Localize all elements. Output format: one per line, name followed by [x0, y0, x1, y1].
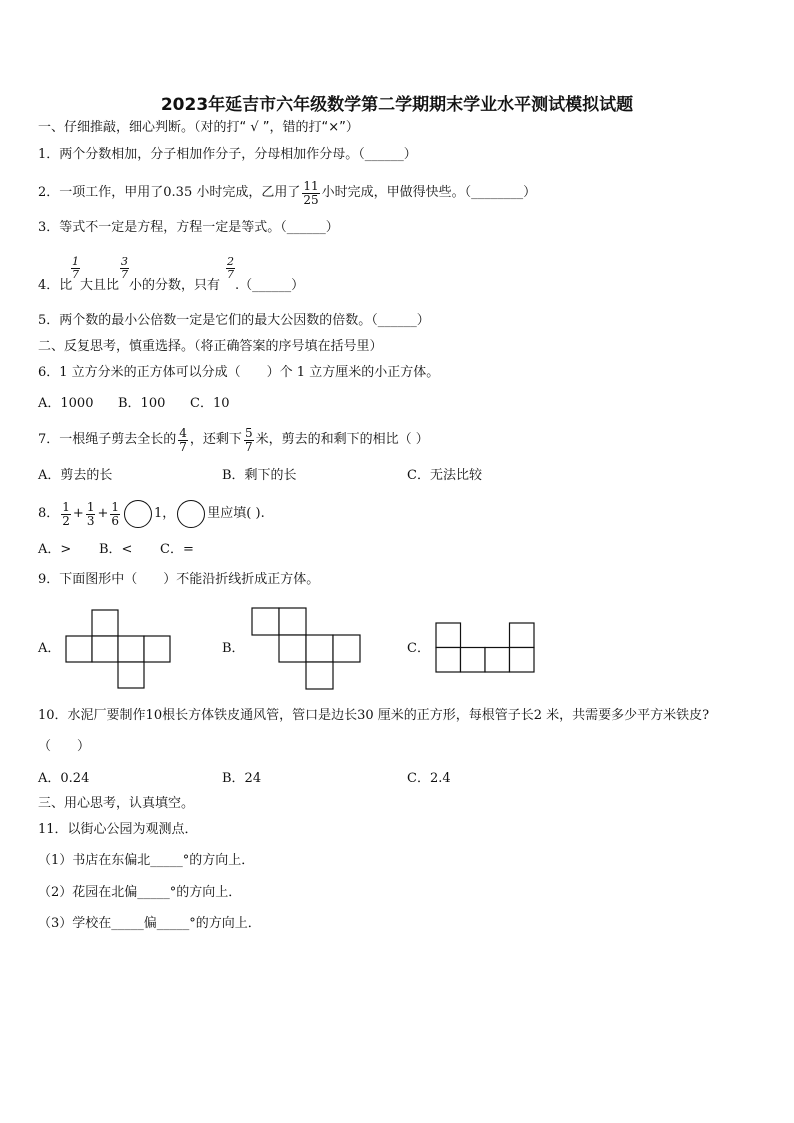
question-6-option-b: B．100: [118, 396, 166, 411]
question-7-text-c: 米，剪去的和剩下的相比（ ）: [255, 432, 429, 447]
question-7: [38, 421, 429, 459]
cube-net-c-icon: [436, 623, 536, 673]
question-4-fraction-1: [71, 256, 80, 281]
question-8-one: 1，: [154, 506, 176, 521]
comparison-circle-icon: [124, 500, 152, 528]
question-10: 10．水泥厂要制作10根长方体铁皮通风管，管口是边长30 厘米的正方形，每根管子长2 米，共需要多少平方米铁皮?: [38, 708, 710, 723]
question-9: 9．下面图形中（ ）不能沿折线折成正方体。: [38, 572, 320, 587]
fraction-denominator: 2: [62, 513, 70, 528]
question-8-option-b: B．<: [99, 542, 133, 557]
question-8-option-c: C．=: [160, 542, 194, 557]
question-2-fraction: [302, 180, 319, 207]
section-2-heading: 二、反复思考，慎重选择。（将正确答案的序号填在括号里）: [38, 339, 383, 354]
fraction-numerator: 1: [111, 499, 120, 514]
question-9-option-a: A．: [38, 641, 61, 656]
question-4-text-4: .（______）: [235, 278, 305, 293]
question-10-option-a: A．0.24: [38, 771, 90, 786]
question-7-option-c: C．无法比较: [407, 468, 482, 483]
plus-sign: +: [72, 506, 84, 521]
question-1: 1．两个分数相加，分子相加作分子，分母相加作分母。（______）: [38, 147, 417, 162]
question-4-text-1: 4．比: [38, 278, 73, 293]
question-8-number: 8．: [38, 506, 60, 521]
section-3-heading: 三、用心思考，认真填空。: [38, 796, 195, 811]
fraction-numerator: 5: [244, 425, 253, 440]
question-9-option-c: C．: [407, 641, 430, 656]
question-4-text-2: 大且比: [80, 278, 120, 293]
fraction-numerator: 1: [72, 255, 79, 268]
fraction-denominator: 7: [244, 439, 253, 454]
question-8-tail: 里应填( ).: [207, 506, 265, 521]
fraction-denominator: 25: [303, 192, 319, 207]
question-6-option-a: A．1000: [38, 396, 94, 411]
fraction-denominator: 3: [86, 513, 95, 528]
question-8-fraction-2: [86, 501, 96, 528]
question-9-option-b: B．: [222, 641, 245, 656]
fraction-denominator: 7: [72, 268, 79, 281]
question-4-text-3: 小的分数，只有: [129, 278, 221, 293]
fraction-numerator: 11: [303, 178, 319, 193]
question-10-option-b: B．24: [222, 771, 262, 786]
fraction-denominator: 6: [111, 513, 120, 528]
fraction-numerator: 3: [121, 255, 128, 268]
question-5: 5．两个数的最小公倍数一定是它们的最大公因数的倍数。（______）: [38, 313, 430, 328]
question-7-text-b: ，还剩下: [189, 432, 242, 447]
question-11-part-2: （2）花园在北偏_____°的方向上．: [38, 885, 242, 900]
question-7-fraction-1: [178, 427, 188, 454]
comparison-circle-icon: [177, 500, 205, 528]
question-7-text-a: 7．一根绳子剪去全长的: [38, 432, 177, 447]
question-2: [38, 176, 536, 210]
question-8-fraction-1: [61, 501, 71, 528]
question-4-fraction-2: [120, 256, 129, 281]
question-2-text-a: 2．一项工作，甲用了0.35 小时完成，乙用了: [38, 185, 301, 200]
page-title: 2023年延吉市六年级数学第二学期期末学业水平测试模拟试题: [160, 95, 634, 115]
question-7-option-b: B．剩下的长: [222, 468, 297, 483]
question-8-fraction-3: [110, 501, 120, 528]
question-4-fraction-3: [226, 256, 235, 281]
fraction-numerator: 1: [86, 499, 95, 514]
plus-sign: +: [97, 506, 109, 521]
question-11-part-3: （3）学校在_____偏_____°的方向上．: [38, 916, 261, 931]
question-7-fraction-2: [244, 427, 254, 454]
fraction-denominator: 7: [179, 439, 187, 454]
question-10-answer-paren: （ ）: [38, 739, 91, 754]
question-3: 3．等式不一定是方程，方程一定是等式。（______）: [38, 220, 339, 235]
fraction-numerator: 4: [179, 425, 187, 440]
fraction-numerator: 1: [62, 499, 70, 514]
fraction-numerator: 2: [227, 255, 234, 268]
question-6: 6．1 立方分米的正方体可以分成（ ）个 1 立方厘米的小正方体。: [38, 365, 440, 380]
question-10-option-c: C．2.4: [407, 771, 451, 786]
question-7-option-a: A．剪去的长: [38, 468, 113, 483]
fraction-denominator: 7: [227, 268, 234, 281]
section-1-heading: 一、仔细推敲，细心判断。（对的打“ √ ”，错的打“×”）: [38, 120, 359, 135]
question-2-text-b: 小时完成，甲做得快些。（________）: [321, 185, 537, 200]
question-8-option-a: A．>: [38, 542, 72, 557]
question-6-option-c: C．10: [190, 396, 230, 411]
question-11: 11．以街心公园为观测点．: [38, 822, 198, 837]
cube-net-b-icon: [252, 608, 362, 688]
question-8: [38, 494, 265, 534]
question-11-part-1: （1）书店在东偏北_____°的方向上．: [38, 853, 255, 868]
cube-net-a-icon: [66, 610, 171, 688]
fraction-denominator: 7: [121, 268, 128, 281]
